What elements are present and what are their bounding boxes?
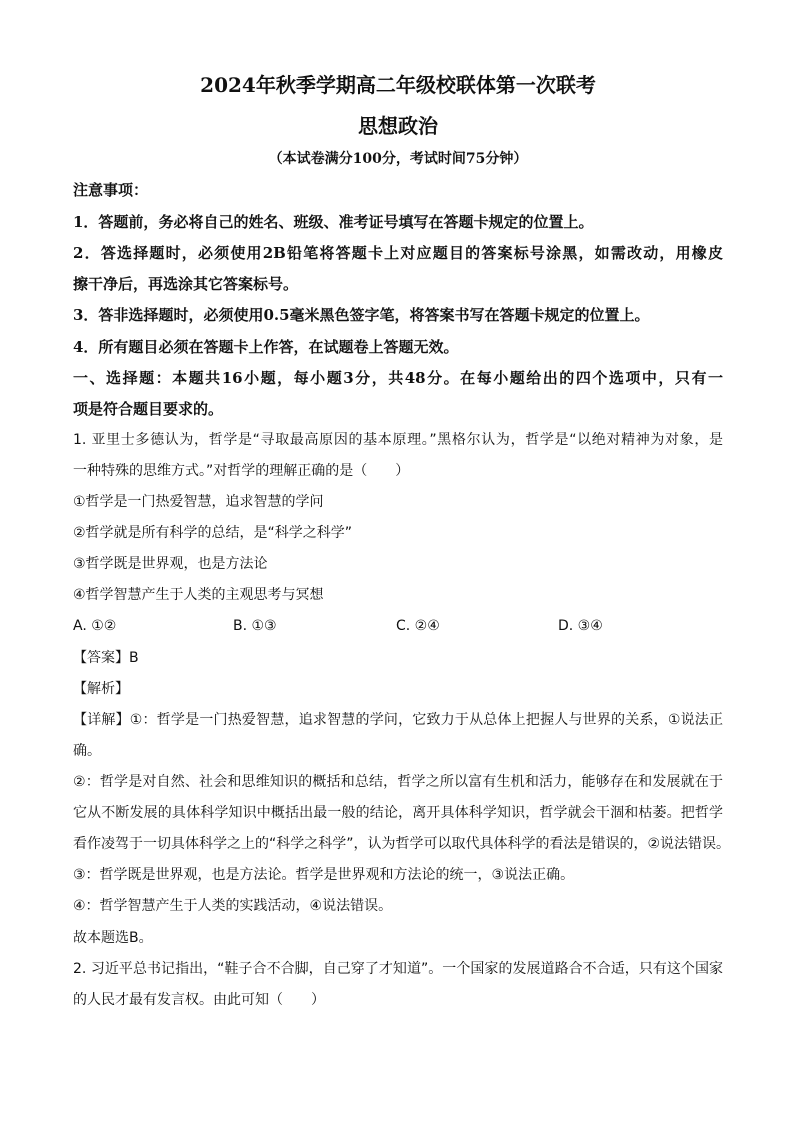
exam-title: 2024年秋季学期高二年级校联体第一次联考	[200, 73, 596, 97]
subject-title: 思想政治	[358, 114, 438, 138]
q1-detail-line-5: 看作凌驾于一切具体科学之上的“科学之科学”，认为哲学可以取代具体科学的看法是错误的，②说法错误。	[73, 836, 731, 852]
q1-statement-3: ③哲学既是世界观，也是方法论	[73, 556, 268, 572]
q1-option-a: A. ①②	[73, 618, 117, 634]
q2-stem-line-2: 的人民才最有发言权。由此可知（ ）	[73, 992, 325, 1008]
instruction-item-2-line-2: 擦干净后，再选涂其它答案标号。	[73, 275, 299, 293]
section-heading-line-2: 项是符合题目要求的。	[73, 400, 224, 418]
q1-detail-line-7: ④：哲学智慧产生于人类的实践活动，④说法错误。	[73, 898, 393, 914]
q1-option-b: B. ①③	[233, 618, 277, 634]
q1-option-c: C. ②④	[396, 618, 440, 634]
instructions-heading: 注意事项：	[73, 181, 149, 199]
q1-conclusion: 故本题选B。	[73, 930, 153, 946]
q1-stem-line-1: 1. 亚里士多德认为，哲学是“寻取最高原因的基本原理。”黑格尔认为，哲学是“以绝对精神为对象，是	[73, 432, 723, 448]
section-heading-line-1: 一、选择题：本题共16小题，每小题3分，共48分。在每小题给出的四个选项中，只有一	[73, 369, 723, 387]
q2-stem-line-1: 2. 习近平总书记指出，“鞋子合不合脚，自己穿了才知道”。一个国家的发展道路合不合适，只有这个国家	[73, 961, 723, 977]
q1-detail-line-3: ②：哲学是对自然、社会和思维知识的概括和总结，哲学之所以富有生机和活力，能够存在和发展就在于	[73, 774, 723, 790]
q1-detail-line-1: 【详解】①：哲学是一门热爱智慧，追求智慧的学问，它致力于从总体上把握人与世界的关系，①说法正	[73, 712, 723, 728]
q1-statement-2: ②哲学就是所有科学的总结，是“科学之科学”	[73, 525, 353, 541]
q1-analysis-label: 【解析】	[73, 681, 129, 697]
q1-statement-4: ④哲学智慧产生于人类的主观思考与冥想	[73, 587, 324, 603]
q1-stem-line-2: 一种特殊的思维方式。”对哲学的理解正确的是（ ）	[73, 463, 410, 479]
instruction-item-2-line-1: 2．答选择题时，必须使用2B铅笔将答题卡上对应题目的答案标号涂黑，如需改动，用橡皮	[73, 244, 723, 262]
q1-detail-line-4: 它从不断发展的具体科学知识中概括出最一般的结论，离开具体科学知识，哲学就会干涸和枯萎。把哲学	[73, 805, 723, 821]
q1-detail-line-2: 确。	[73, 743, 101, 759]
instruction-item-1: 1．答题前，务必将自己的姓名、班级、准考证号填写在答题卡规定的位置上。	[73, 213, 594, 231]
q1-detail-line-6: ③：哲学既是世界观，也是方法论。哲学是世界观和方法论的统一，③说法正确。	[73, 867, 575, 883]
exam-note: （本试卷满分100分，考试时间75分钟）	[268, 151, 528, 167]
instruction-item-3: 3．答非选择题时，必须使用0.5毫米黑色签字笔，将答案书写在答题卡规定的位置上。	[73, 306, 650, 324]
q1-answer: 【答案】B	[73, 650, 139, 666]
q1-statement-1: ①哲学是一门热爱智慧，追求智慧的学问	[73, 494, 324, 510]
instruction-item-4: 4．所有题目必须在答题卡上作答，在试题卷上答题无效。	[73, 338, 459, 356]
q1-option-d: D. ③④	[558, 618, 603, 634]
